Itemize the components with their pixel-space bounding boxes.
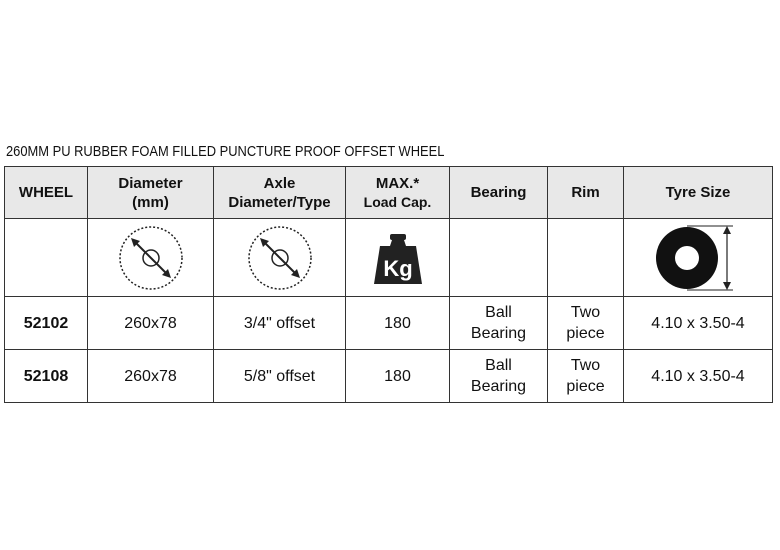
header-wheel: WHEEL: [5, 167, 88, 219]
icon-cell-load: [346, 219, 450, 297]
cell-tyre-size: 4.10 x 3.50-4: [624, 297, 773, 350]
cell-wheel-code: 52102: [5, 297, 88, 350]
diameter-icon: [116, 223, 186, 293]
cell-load: 180: [346, 350, 450, 403]
cell-wheel-code: 52108: [5, 350, 88, 403]
cell-rim: Two piece: [548, 350, 624, 403]
cell-bearing: Ball Bearing: [450, 297, 548, 350]
header-row: [5, 167, 773, 219]
icon-cell-diameter: [88, 219, 214, 297]
weight-icon: [368, 228, 428, 288]
wheel-spec-table: [4, 166, 773, 403]
cell-rim: Two piece: [548, 297, 624, 350]
cell-diameter: 260x78: [88, 350, 214, 403]
cell-load: 180: [346, 297, 450, 350]
icon-cell-tyre: [624, 219, 773, 297]
header-diameter: Diameter (mm): [88, 167, 214, 219]
icon-cell-empty: [5, 219, 88, 297]
table-row: [5, 350, 773, 403]
header-max-load: MAX.* Load Cap.: [346, 167, 450, 219]
header-rim: Rim: [548, 167, 624, 219]
weight-icon-label: Kg: [382, 255, 413, 281]
cell-diameter: 260x78: [88, 297, 214, 350]
icon-cell-axle: [214, 219, 346, 297]
tyre-size-icon: [643, 222, 753, 294]
axle-diameter-icon: [245, 223, 315, 293]
icon-cell-bearing: [450, 219, 548, 297]
header-tyre-size: Tyre Size: [624, 167, 773, 219]
icon-row: [5, 219, 773, 297]
cell-bearing: Ball Bearing: [450, 350, 548, 403]
cell-tyre-size: 4.10 x 3.50-4: [624, 350, 773, 403]
cell-axle: 3/4" offset: [214, 297, 346, 350]
icon-cell-rim: [548, 219, 624, 297]
header-axle: Axle Diameter/Type: [214, 167, 346, 219]
table-title: 260MM PU RUBBER FOAM FILLED PUNCTURE PROOF OFFSET WHEEL: [6, 143, 445, 160]
table-row: [5, 297, 773, 350]
header-bearing: Bearing: [450, 167, 548, 219]
cell-axle: 5/8" offset: [214, 350, 346, 403]
